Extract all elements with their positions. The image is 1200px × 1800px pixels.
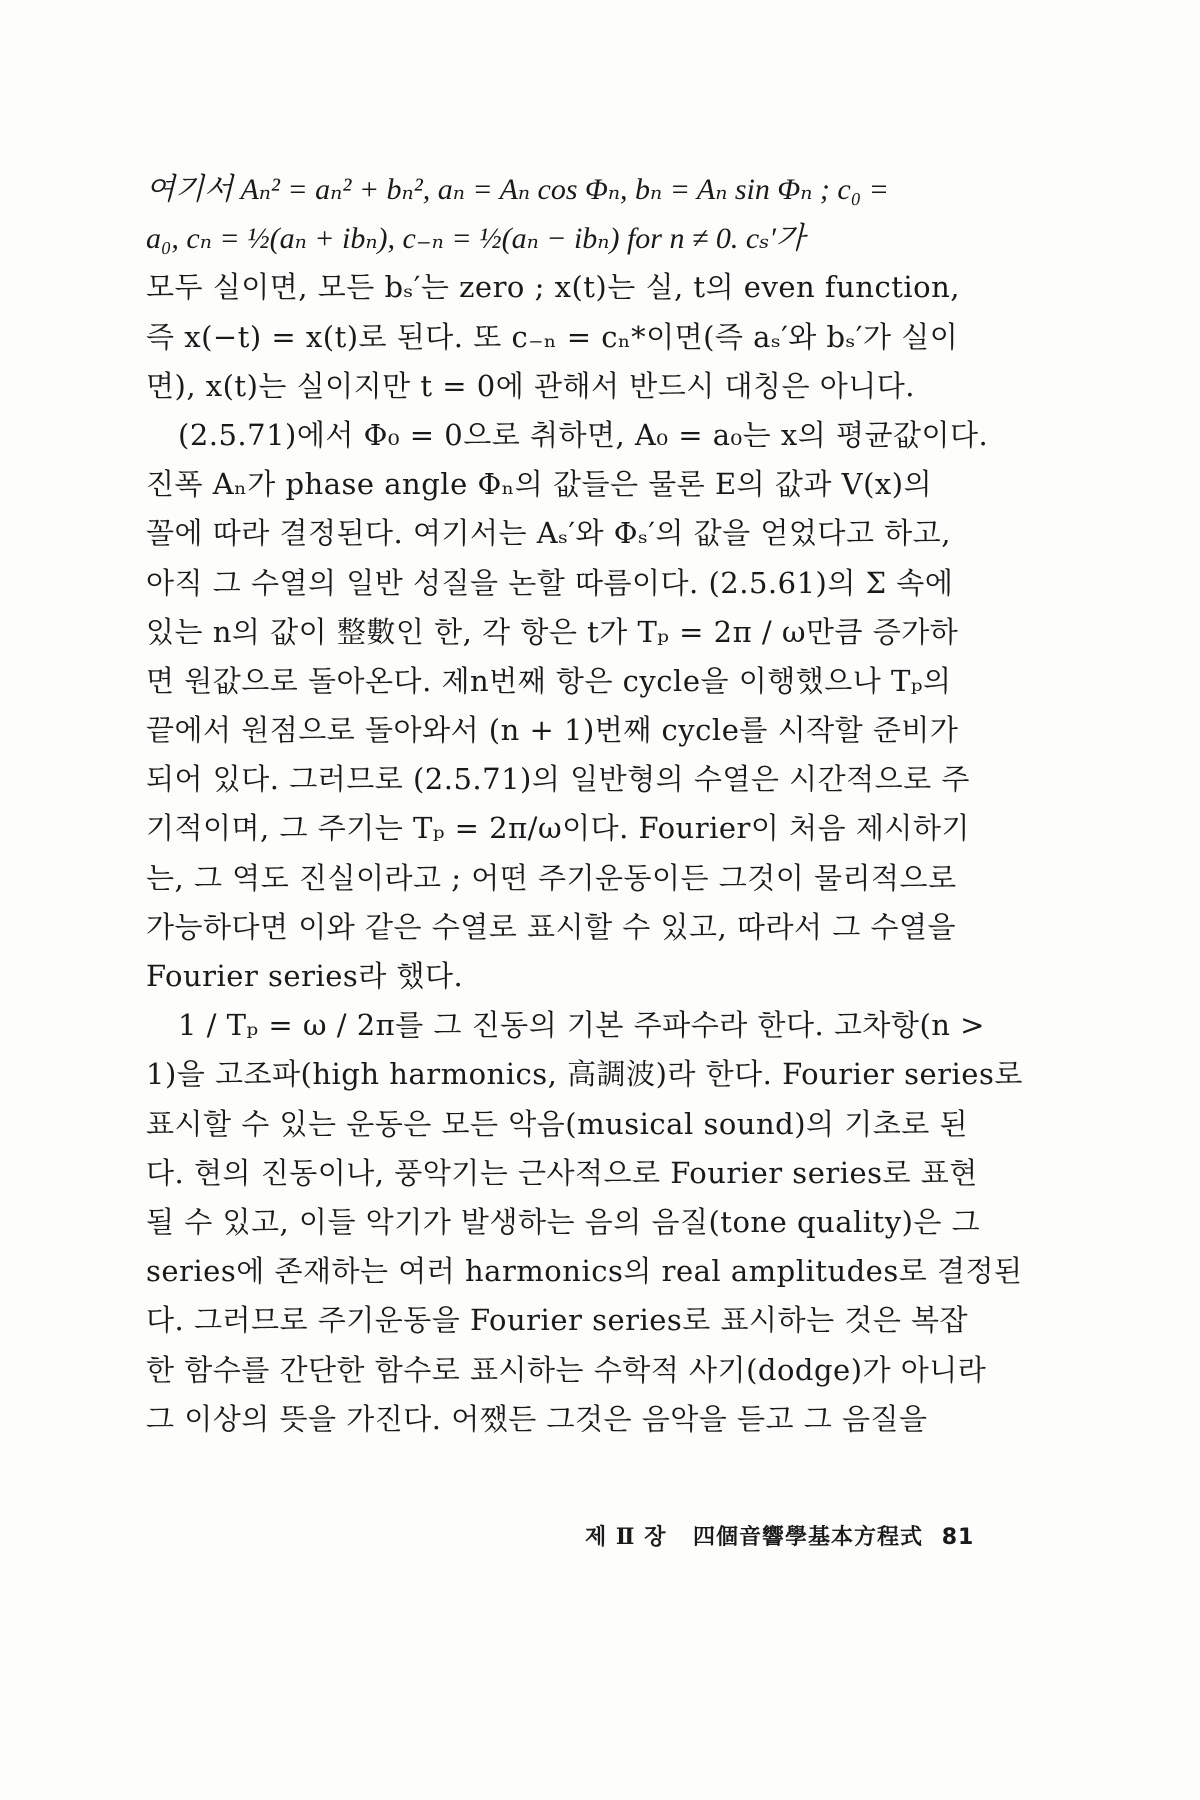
text-line: 1)을 고조파(high harmonics, 高調波)라 한다. Fourier series로 xyxy=(146,1057,1023,1092)
text-line: 그 이상의 뜻을 가진다. 어쨌든 그것은 음악을 듣고 그 음질을 xyxy=(146,1401,928,1436)
text-line: 가능하다면 이와 같은 수열로 표시할 수 있고, 따라서 그 수열을 xyxy=(146,909,957,944)
text-line: 될 수 있고, 이들 악기가 발생하는 음의 음질(tone quality)은 그 xyxy=(146,1204,981,1239)
text-line: 면), x(t)는 실이지만 t = 0에 관해서 반드시 대칭은 아니다. xyxy=(146,368,916,403)
text-line: 진폭 Aₙ가 phase angle Φₙ의 값들은 물론 E의 값과 V(x)의 xyxy=(146,467,933,502)
text-line: 다. 현의 진동이나, 풍악기는 근사적으로 Fourier series로 표현 xyxy=(146,1155,978,1190)
text-line: 표시할 수 있는 운동은 모든 악음(musical sound)의 기초로 된 xyxy=(146,1106,969,1141)
page-number: 81 xyxy=(941,1525,975,1550)
text-line: 한 함수를 간단한 함수로 표시하는 수학적 사기(dodge)가 아니라 xyxy=(146,1352,987,1387)
text-line: 면 원값으로 돌아온다. 제n번째 항은 cycle을 이행했으나 Tₚ의 xyxy=(146,663,952,698)
text-line: 모두 실이면, 모든 bₛ′는 zero ; x(t)는 실, t의 even function, xyxy=(146,270,961,305)
chapter-label: 제 Ⅱ 장 xyxy=(585,1524,667,1550)
text-line: 끝에서 원점으로 돌아와서 (n + 1)번째 cycle를 시작할 준비가 xyxy=(146,713,959,748)
text-line: 는, 그 역도 진실이라고 ; 어떤 주기운동이든 그것이 물리적으로 xyxy=(146,860,957,895)
text-line: Fourier series라 했다. xyxy=(146,959,464,993)
chapter-title: 四個音響學基本方程式 xyxy=(693,1524,924,1550)
text-line: 다. 그러므로 주기운동을 Fourier series로 표시하는 것은 복잡 xyxy=(146,1303,969,1338)
text-line: 있는 n의 값이 整數인 한, 각 항은 t가 Tₚ = 2π / ω만큼 증가하 xyxy=(146,614,959,649)
page-footer xyxy=(585,1520,974,1551)
text-line: 즉 x(−t) = x(t)로 된다. 또 c₋ₙ = cₙ*이면(즉 aₛ′와 bₛ′가 실이 xyxy=(146,319,959,354)
text-line: 꼴에 따라 결정된다. 여기서는 Aₛ′와 Φₛ′의 값을 얻었다고 하고, xyxy=(146,516,951,551)
text-line: (2.5.71)에서 Φ₀ = 0으로 취하면, A₀ = a₀는 x의 평균값이다. xyxy=(178,417,989,452)
text-line: 여기서 Aₙ² = aₙ² + bₙ², aₙ = Aₙ cos Φₙ, bₙ = Aₙ sin Φₙ ; c₀ = xyxy=(146,173,889,206)
text-line: series에 존재하는 여러 harmonics의 real amplitudes로 결정된 xyxy=(146,1254,1023,1289)
text-line: 아직 그 수열의 일반 성질을 논할 따름이다. (2.5.61)의 Σ 속에 xyxy=(146,565,954,600)
text-line: 1 / Tₚ = ω / 2π를 그 진동의 기본 주파수라 한다. 고차항(n > xyxy=(178,1008,985,1043)
body-text xyxy=(146,165,1036,1444)
text-line: 기적이며, 그 주기는 Tₚ = 2π/ω이다. Fourier이 처음 제시하기 xyxy=(146,811,970,846)
text-line: a₀, cₙ = ½(aₙ + ibₙ), c₋ₙ = ½(aₙ − ibₙ) for n ≠ 0. cₛ′가 xyxy=(146,222,805,256)
text-line: 되어 있다. 그러므로 (2.5.71)의 일반형의 수열은 시간적으로 주 xyxy=(146,762,970,797)
